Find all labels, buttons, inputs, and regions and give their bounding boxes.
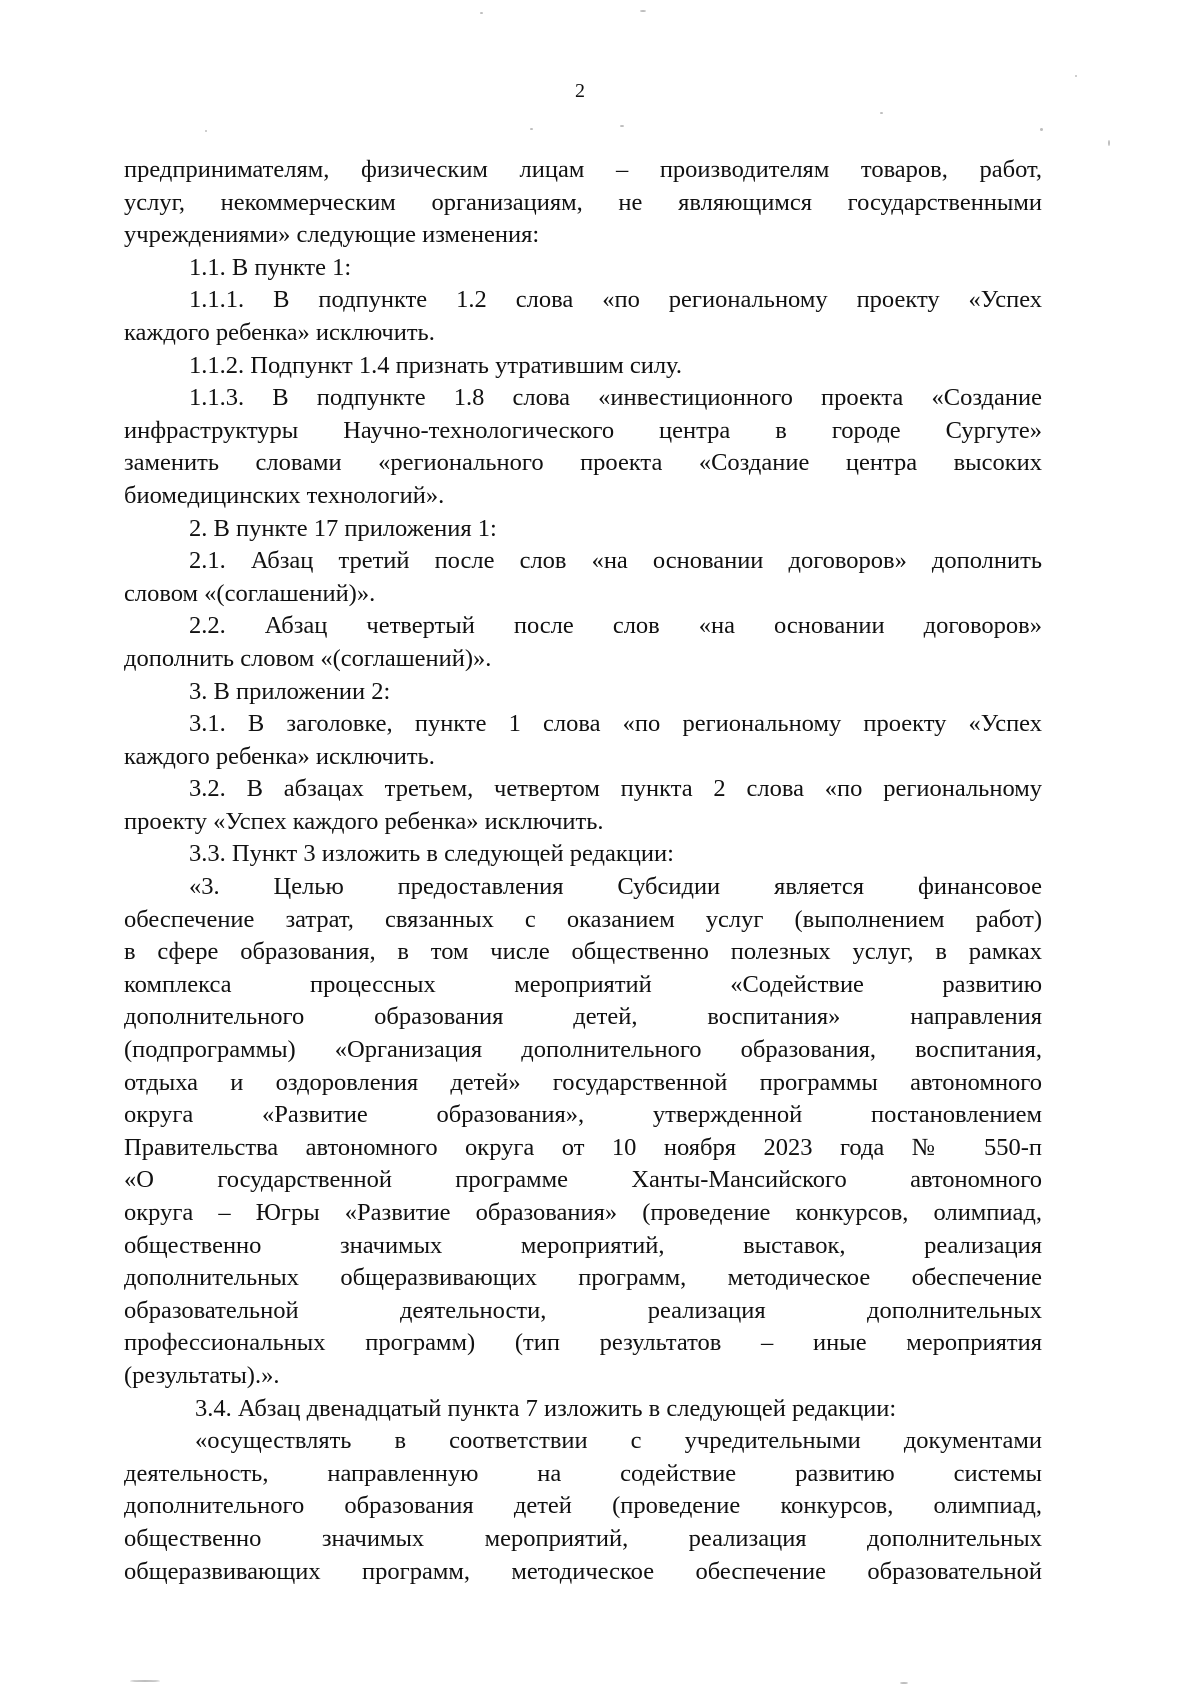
text-line: дополнить словом «(соглашений)». [124, 644, 492, 672]
text-line: дополнительных общеразвивающих программ, методическое обеспечение [124, 1264, 1042, 1292]
scan-speck [480, 12, 483, 14]
text-line: (подпрограммы) «Организация дополнительного образования, воспитания, [124, 1036, 1042, 1064]
text-line: комплекса процессных мероприятий «Содействие развитию [124, 970, 1042, 998]
scan-speck [900, 1682, 908, 1684]
scan-speck [130, 1680, 160, 1682]
text-line: общественно значимых мероприятий, реализация дополнительных [124, 1524, 1042, 1552]
text-line: 3.1. В заголовке, пункте 1 слова «по региональному проекту «Успех [189, 710, 1042, 738]
text-line: дополнительного образования детей, воспитания» направления [124, 1003, 1042, 1031]
scan-speck [1108, 140, 1110, 146]
text-line: 1.1.1. В подпункте 1.2 слова «по региональному проекту «Успех [189, 286, 1042, 314]
scan-speck [1075, 75, 1077, 77]
text-line: «О государственной программе Ханты-Мансийского автономного [124, 1166, 1042, 1194]
scan-speck [880, 112, 883, 114]
text-line: словом «(соглашений)». [124, 579, 376, 607]
text-line: 2.1. Абзац третий после слов «на основании договоров» дополнить [189, 547, 1042, 575]
text-line: общеразвивающих программ, методическое обеспечение образовательной [124, 1557, 1042, 1585]
text-line: биомедицинских технологий». [124, 481, 445, 509]
text-line: дополнительного образования детей (проведение конкурсов, олимпиад, [124, 1492, 1042, 1520]
text-line: образовательной деятельности, реализация дополнительных [124, 1296, 1042, 1324]
text-line: проекту «Успех каждого ребенка» исключить. [124, 807, 604, 835]
text-line: учреждениями» следующие изменения: [124, 221, 540, 249]
text-line: «3. Целью предоставления Субсидии является финансовое [189, 873, 1042, 901]
text-line: 1.1.2. Подпункт 1.4 признать утратившим силу. [189, 351, 682, 379]
text-line: профессиональных программ) (тип результатов – иные мероприятия [124, 1329, 1042, 1357]
scan-speck [640, 10, 646, 12]
text-line: 3.4. Абзац двенадцатый пункта 7 изложить в следующей редакции: [195, 1394, 897, 1422]
text-line: (результаты).». [124, 1361, 280, 1389]
text-line: 2.2. Абзац четвертый после слов «на основании договоров» [189, 612, 1042, 640]
text-line: 1.1.3. В подпункте 1.8 слова «инвестиционного проекта «Создание [189, 384, 1042, 412]
text-line: каждого ребенка» исключить. [124, 318, 435, 346]
text-line: в сфере образования, в том числе общественно полезных услуг, в рамках [124, 938, 1042, 966]
text-line: деятельность, направленную на содействие развитию системы [124, 1459, 1042, 1487]
page-number: 2 [575, 80, 585, 102]
text-line: округа – Югры «Развитие образования» (проведение конкурсов, олимпиад, [124, 1199, 1042, 1226]
text-line: услуг, некоммерческим организациям, не являющимся государственными [124, 188, 1042, 216]
scan-speck [205, 130, 207, 132]
text-line: заменить словами «регионального проекта «Создание центра высоких [124, 449, 1042, 477]
text-line: Правительства автономного округа от 10 ноября 2023 года № 550-п [124, 1133, 1042, 1161]
text-line: округа «Развитие образования», утвержденной постановлением [124, 1101, 1042, 1129]
text-line: «осуществлять в соответствии с учредительными документами [195, 1427, 1042, 1455]
text-line: 3. В приложении 2: [189, 677, 391, 705]
text-line: инфраструктуры Научно-технологического центра в городе Сургуте» [124, 416, 1042, 444]
document-body [124, 154, 1042, 1588]
text-line: 1.1. В пункте 1: [189, 253, 352, 281]
text-line: 3.2. В абзацах третьем, четвертом пункта 2 слова «по региональному [189, 775, 1042, 803]
text-line: предпринимателям, физическим лицам – производителям товаров, работ, [124, 156, 1042, 183]
text-line: каждого ребенка» исключить. [124, 742, 435, 770]
scan-speck [620, 125, 624, 127]
text-line: обеспечение затрат, связанных с оказанием услуг (выполнением работ) [124, 905, 1042, 933]
text-line: 3.3. Пункт 3 изложить в следующей редакции: [189, 840, 674, 868]
text-line: 2. В пункте 17 приложения 1: [189, 514, 497, 542]
text-line: общественно значимых мероприятий, выставок, реализация [124, 1231, 1042, 1259]
scan-speck [530, 128, 533, 130]
scan-speck [1040, 128, 1043, 131]
text-line: отдыха и оздоровления детей» государственной программы автономного [124, 1068, 1042, 1096]
